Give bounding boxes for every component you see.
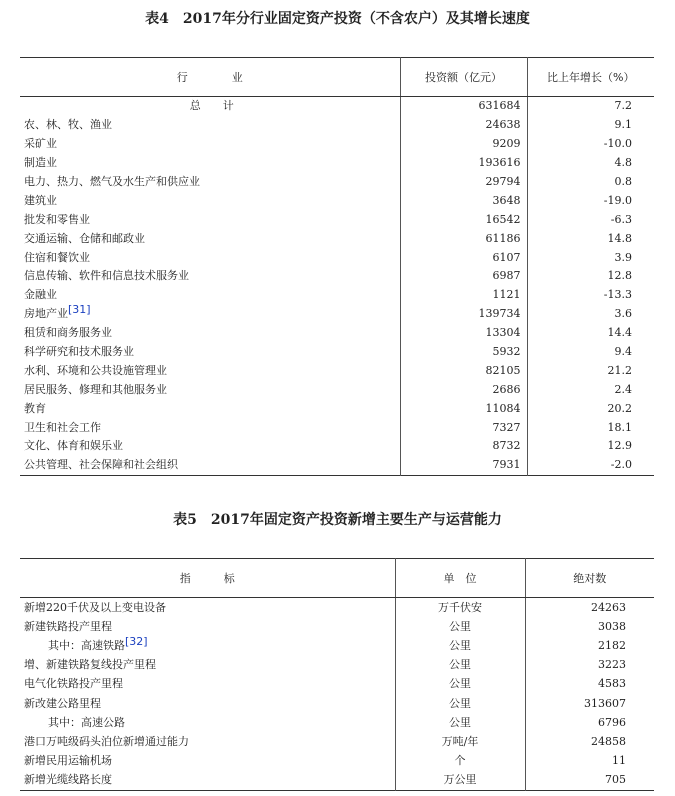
absolute-cell-text: 3223: [598, 658, 626, 672]
table-row: [20, 380, 654, 399]
indicator-cell: [20, 598, 395, 618]
indicator-cell-text: 其中：高速公路: [48, 715, 125, 729]
growth-cell: [527, 229, 654, 248]
investment-cell: [400, 361, 527, 380]
growth-cell: [527, 248, 654, 267]
growth-cell-text: 4.8: [614, 156, 632, 170]
growth-cell-text: 9.4: [614, 345, 632, 359]
capacity-rows: [20, 598, 654, 791]
unit-cell: [395, 675, 525, 694]
investment-cell-text: 24638: [485, 118, 521, 132]
industry-cell-text: 科学研究和技术服务业: [24, 345, 134, 359]
industry-cell-text: 交通运输、仓储和邮政业: [24, 231, 145, 245]
growth-cell-text: -10.0: [603, 137, 632, 151]
investment-cell-text: 13304: [485, 326, 521, 340]
investment-cell: [400, 343, 527, 362]
growth-cell: [527, 324, 654, 343]
indicator-cell-text: 新改建公路里程: [24, 696, 101, 710]
absolute-cell: [525, 675, 654, 694]
unit-cell-text: 公里: [449, 677, 471, 691]
industry-cell: [20, 248, 400, 267]
growth-cell-text: 14.4: [607, 326, 632, 340]
table-row: [20, 229, 654, 248]
industry-cell-text: 居民服务、修理和其他服务业: [24, 382, 167, 396]
growth-cell: [527, 97, 654, 116]
absolute-cell-text: 4583: [598, 677, 626, 691]
industry-cell: [20, 229, 400, 248]
table-row: [20, 324, 654, 343]
investment-cell: [400, 418, 527, 437]
indicator-cell: [20, 713, 395, 732]
unit-cell-text: 万公里: [443, 773, 477, 787]
investment-cell-text: 11084: [485, 401, 521, 415]
investment-cell: [400, 267, 527, 286]
indicator-cell: [20, 752, 395, 771]
industry-cell: [20, 173, 400, 192]
growth-cell-text: 20.2: [607, 401, 632, 415]
unit-cell: [395, 713, 525, 732]
industry-cell: [20, 399, 400, 418]
growth-cell-text: 3.6: [614, 307, 632, 321]
unit-cell-text: 万吨/年: [441, 734, 479, 748]
investment-cell-text: 631684: [478, 99, 521, 113]
table-row: [20, 305, 654, 324]
growth-cell: [527, 380, 654, 399]
table4-title: 表4 2017年分行业固定资产投资（不含农户）及其增长速度: [145, 11, 530, 27]
industry-cell: [20, 361, 400, 380]
growth-cell: [527, 173, 654, 192]
absolute-cell: [525, 732, 654, 751]
industry-cell: [20, 456, 400, 475]
investment-cell: [400, 456, 527, 475]
unit-cell: [395, 598, 525, 618]
growth-cell: [527, 116, 654, 135]
unit-cell: [395, 636, 525, 655]
table-row: [20, 418, 654, 437]
industry-cell-text: 制造业: [24, 156, 57, 170]
absolute-cell-text: 2182: [598, 638, 626, 652]
industry-cell: [20, 116, 400, 135]
investment-cell: [400, 154, 527, 173]
investment-cell-text: 3648: [492, 193, 521, 207]
unit-cell: [395, 617, 525, 636]
table-row: [20, 248, 654, 267]
unit-cell: [395, 771, 525, 791]
growth-cell-text: 9.1: [614, 118, 632, 132]
growth-cell: [527, 286, 654, 305]
growth-cell-text: 0.8: [614, 175, 632, 188]
growth-cell: [527, 343, 654, 362]
growth-cell-text: 12.8: [607, 269, 632, 283]
indicator-cell-text: 电气化铁路投产里程: [24, 677, 123, 691]
table-row: [20, 656, 654, 675]
table-row: [20, 752, 654, 771]
indicator-cell-text: 新增220千伏及以上变电设备: [24, 600, 166, 614]
unit-cell-text: 个: [454, 754, 466, 768]
table-row: [20, 343, 654, 362]
absolute-cell-text: 6796: [598, 715, 626, 729]
industry-cell-text: 公共管理、社会保障和社会组织: [24, 458, 178, 472]
industry-cell-text: 卫生和社会工作: [24, 420, 101, 434]
indicator-cell: [20, 656, 395, 675]
investment-cell-text: 9209: [492, 137, 521, 151]
industry-cell-text: 建筑业: [24, 193, 57, 207]
unit-cell: [395, 694, 525, 713]
indicator-cell-text: 新建铁路投产里程: [24, 619, 112, 633]
new-capacity-table: [20, 558, 654, 791]
table-row: [20, 636, 654, 655]
indicator-cell: [20, 732, 395, 751]
table-row: [20, 713, 654, 732]
growth-cell: [527, 399, 654, 418]
growth-cell-text: -19.0: [603, 193, 632, 207]
unit-cell-text: 公里: [449, 696, 471, 710]
growth-cell-text: 14.8: [607, 231, 632, 245]
absolute-cell: [525, 617, 654, 636]
header-indicator: 指 标: [20, 559, 395, 598]
table-row: [20, 617, 654, 636]
table-row: [20, 286, 654, 305]
indicator-cell-text: 新增光缆线路长度: [24, 773, 112, 787]
table-row: [20, 173, 654, 192]
growth-cell-text: -2.0: [610, 458, 632, 472]
industry-cell-text: 房地产业: [24, 307, 68, 321]
growth-cell: [527, 210, 654, 229]
investment-cell: [400, 437, 527, 456]
absolute-cell-text: 11: [612, 754, 626, 768]
header-unit: 单 位: [395, 559, 525, 598]
investment-cell-text: 6107: [492, 250, 521, 264]
unit-cell-text: 公里: [449, 638, 471, 652]
investment-cell: [400, 380, 527, 399]
industry-cell: [20, 267, 400, 286]
industry-cell-text: 住宿和餐饮业: [24, 250, 90, 264]
investment-cell-text: 7327: [492, 420, 521, 434]
industry-cell-text: 信息传输、软件和信息技术服务业: [24, 269, 189, 283]
indicator-cell: [20, 617, 395, 636]
growth-cell: [527, 191, 654, 210]
table-row: [20, 456, 654, 475]
absolute-cell-text: 313607: [584, 696, 626, 710]
absolute-cell: [525, 636, 654, 655]
growth-cell: [527, 418, 654, 437]
header-growth: 比上年增长（%）: [527, 58, 654, 97]
industry-cell-text: 批发和零售业: [24, 212, 90, 226]
header-industry: 行 业: [20, 58, 400, 97]
table-row: [20, 191, 654, 210]
investment-cell-text: 193616: [478, 156, 521, 170]
unit-cell-text: 公里: [449, 619, 471, 633]
table5-title: 表5 2017年固定资产投资新增主要生产与运营能力: [173, 512, 502, 528]
growth-cell-text: 2.4: [614, 382, 632, 396]
indicator-cell-text: 新增民用运输机场: [24, 754, 112, 768]
growth-cell: [527, 267, 654, 286]
investment-cell: [400, 399, 527, 418]
indicator-cell: [20, 771, 395, 791]
industry-cell-text: 文化、体育和娱乐业: [24, 439, 123, 453]
investment-cell: [400, 229, 527, 248]
absolute-cell-text: 24858: [591, 734, 626, 748]
header-absolute: 绝对数: [525, 559, 654, 598]
table-row: [20, 361, 654, 380]
table-row: [20, 116, 654, 135]
growth-cell-text: 7.2: [614, 99, 632, 113]
investment-cell-text: 7931: [492, 458, 521, 472]
table-row: [20, 267, 654, 286]
industry-cell-text: 采矿业: [24, 137, 57, 151]
growth-cell-text: 21.2: [607, 363, 632, 377]
growth-cell: [527, 361, 654, 380]
industry-cell: [20, 305, 400, 324]
table-row: [20, 154, 654, 173]
table-row: [20, 694, 654, 713]
indicator-cell-text: 港口万吨级码头泊位新增通过能力: [24, 734, 189, 748]
industry-cell: [20, 418, 400, 437]
table-row: [20, 675, 654, 694]
absolute-cell: [525, 694, 654, 713]
growth-cell: [527, 456, 654, 475]
absolute-cell: [525, 598, 654, 618]
industry-cell: [20, 97, 400, 116]
growth-cell-text: -13.3: [603, 288, 632, 302]
table-row: [20, 399, 654, 418]
unit-cell-text: 公里: [449, 658, 471, 672]
investment-cell: [400, 173, 527, 192]
investment-cell-text: 139734: [478, 307, 521, 321]
investment-cell: [400, 305, 527, 324]
growth-cell: [527, 437, 654, 456]
table-row: [20, 210, 654, 229]
absolute-cell-text: 3038: [598, 619, 626, 633]
investment-cell: [400, 97, 527, 116]
industry-cell-text: 农、林、牧、渔业: [24, 118, 112, 132]
growth-cell: [527, 135, 654, 154]
absolute-cell: [525, 771, 654, 791]
header-investment: 投资额（亿元）: [400, 58, 527, 97]
growth-cell-text: 12.9: [607, 439, 632, 453]
investment-cell-text: 2686: [492, 382, 521, 396]
table-row: [20, 135, 654, 154]
investment-cell: [400, 248, 527, 267]
unit-cell: [395, 732, 525, 751]
absolute-cell-text: 705: [605, 773, 626, 787]
industry-investment-table: [20, 57, 654, 476]
table-row: [20, 598, 654, 618]
industry-cell-text: 教育: [24, 401, 46, 415]
investment-cell-text: 16542: [485, 212, 521, 226]
indicator-cell: [20, 675, 395, 694]
footnote-link[interactable]: [32]: [125, 636, 148, 648]
industry-cell-text: 电力、热力、燃气及水生产和供应业: [24, 175, 200, 188]
investment-cell-text: 29794: [485, 175, 521, 188]
investment-cell: [400, 324, 527, 343]
industry-cell: [20, 286, 400, 305]
absolute-cell-text: 24263: [591, 600, 626, 614]
industry-cell-text: 水利、环境和公共设施管理业: [24, 363, 167, 377]
unit-cell: [395, 752, 525, 771]
industry-rows: [20, 97, 654, 476]
industry-cell: [20, 437, 400, 456]
growth-cell-text: -6.3: [610, 212, 632, 226]
investment-cell-text: 1121: [492, 288, 521, 302]
industry-cell-text: 租赁和商务服务业: [24, 326, 112, 340]
industry-cell-text: 总 计: [189, 99, 234, 113]
absolute-cell: [525, 752, 654, 771]
unit-cell-text: 公里: [449, 715, 471, 729]
industry-cell: [20, 380, 400, 399]
unit-cell-text: 万千伏安: [438, 600, 482, 614]
investment-cell-text: 82105: [485, 363, 521, 377]
industry-cell: [20, 191, 400, 210]
industry-cell: [20, 343, 400, 362]
footnote-link[interactable]: [31]: [68, 304, 91, 317]
investment-cell: [400, 286, 527, 305]
unit-cell: [395, 656, 525, 675]
investment-cell-text: 8732: [492, 439, 521, 453]
growth-cell: [527, 154, 654, 173]
absolute-cell: [525, 656, 654, 675]
indicator-cell-text: 其中：高速铁路: [48, 638, 125, 652]
table-row: [20, 732, 654, 751]
growth-cell: [527, 305, 654, 324]
investment-cell-text: 5932: [492, 345, 521, 359]
absolute-cell: [525, 713, 654, 732]
industry-cell-text: 金融业: [24, 288, 57, 302]
investment-cell: [400, 191, 527, 210]
indicator-cell-text: 增、新建铁路复线投产里程: [24, 658, 156, 672]
investment-cell: [400, 210, 527, 229]
indicator-cell: [20, 694, 395, 713]
industry-cell: [20, 324, 400, 343]
investment-cell: [400, 135, 527, 154]
investment-cell-text: 6987: [492, 269, 521, 283]
table-row: [20, 97, 654, 116]
table-row: [20, 437, 654, 456]
industry-cell: [20, 210, 400, 229]
investment-cell: [400, 116, 527, 135]
table-header-row: [20, 58, 654, 97]
investment-cell-text: 61186: [485, 231, 521, 245]
growth-cell-text: 18.1: [607, 420, 632, 434]
indicator-cell: [20, 636, 395, 655]
table-header-row: [20, 559, 654, 598]
growth-cell-text: 3.9: [614, 250, 632, 264]
industry-cell: [20, 154, 400, 173]
table-row: [20, 771, 654, 791]
industry-cell: [20, 135, 400, 154]
